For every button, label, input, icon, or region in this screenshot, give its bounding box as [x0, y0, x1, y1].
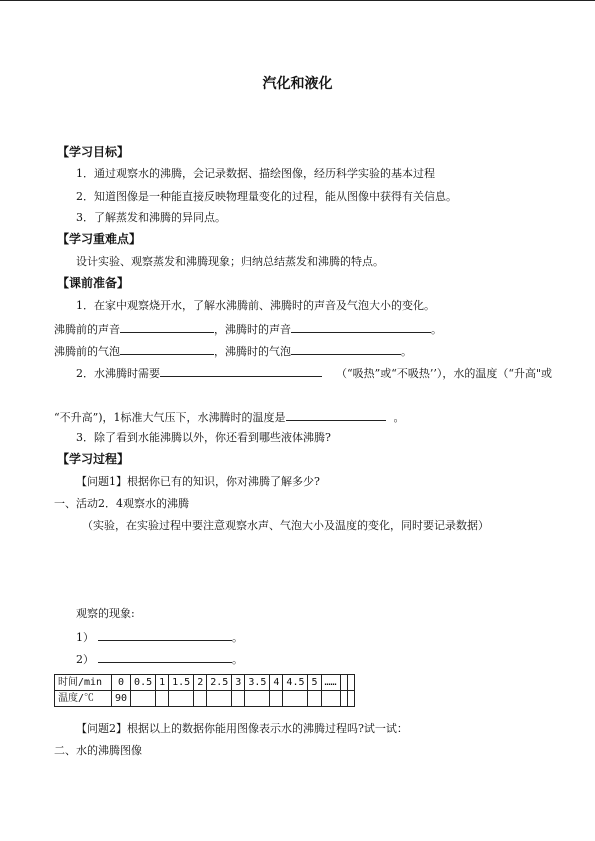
sound-before-label: 沸腾前的声音	[54, 323, 120, 336]
temperature-cell	[232, 691, 245, 707]
time-cell: 1.5	[169, 675, 194, 691]
time-cell	[347, 675, 354, 691]
obs2-period: 。	[232, 653, 243, 666]
goal-item-1: 1．通过观察水的沸腾，会记录数据、描绘图像，经历科学实验的基本过程	[76, 167, 435, 180]
key-points-text: 设计实验、观察蒸发和沸腾现象；归纳总结蒸发和沸腾的特点。	[76, 255, 384, 268]
sound-period: 。	[431, 323, 442, 336]
q2-start: 2．水沸腾时需要	[76, 367, 160, 380]
obs1-period: 。	[232, 631, 243, 644]
temperature-cell	[340, 691, 347, 707]
time-cell: 2	[194, 675, 207, 691]
q2-mid: （“吸热”或“不吸热’’），水的温度（“升高"或	[336, 367, 553, 380]
time-cell: ……	[321, 675, 340, 691]
temperature-cell	[194, 691, 207, 707]
time-row-label: 时间/min	[55, 675, 112, 691]
temperature-cell	[131, 691, 156, 707]
time-cell: 4.5	[283, 675, 308, 691]
goals-heading: 【学习目标】	[57, 145, 130, 159]
top-rule	[0, 0, 595, 1]
temperature-cell	[308, 691, 321, 707]
temperature-cell	[156, 691, 169, 707]
goal-item-3: 3．了解蒸发和沸腾的异同点。	[76, 211, 226, 224]
key-points-heading: 【学习重难点】	[57, 232, 142, 246]
time-cell	[340, 675, 347, 691]
bubble-during-label: ，沸腾时的气泡	[214, 345, 291, 358]
time-cell: 5	[308, 675, 321, 691]
bubble-before-blank	[120, 344, 214, 355]
prep-heading: 【课前准备】	[57, 276, 130, 290]
experiment-note: （实验，在实验过程中要注意观察水声、气泡大小及温度的变化，同时要记录数据）	[82, 519, 489, 532]
prep-question-2-line2	[54, 410, 405, 423]
prep-question-2	[76, 366, 552, 379]
prep-question-3: 3．除了看到水能沸腾以外，你还看到哪些液体沸腾?	[76, 431, 331, 444]
time-cell: 4	[270, 675, 283, 691]
bubble-before-label: 沸腾前的气泡	[54, 345, 120, 358]
temperature-cell	[207, 691, 232, 707]
observation-2	[76, 652, 243, 665]
sound-before-blank	[120, 322, 214, 333]
q2-blank	[160, 366, 322, 377]
time-cell: 3	[232, 675, 245, 691]
temperature-row-label: 温度/℃	[55, 691, 112, 707]
bubble-period: 。	[401, 345, 412, 358]
temperature-cell: 90	[112, 691, 131, 707]
obs1-blank	[98, 630, 232, 641]
temperature-cell	[270, 691, 283, 707]
prep-question-1: 1．在家中观察烧开水，了解水沸腾前、沸腾时的声音及气泡大小的变化。	[76, 299, 435, 312]
temperature-cell	[245, 691, 270, 707]
bubble-during-blank	[291, 344, 401, 355]
temperature-row	[55, 691, 355, 707]
obs2-blank	[98, 652, 232, 663]
obs1-label: 1）	[76, 631, 94, 644]
goal-item-2: 2．知道图像是一种能直接反映物理量变化的过程，能从图像中获得有关信息。	[76, 190, 457, 203]
observe-label: 观察的现象:	[76, 607, 135, 620]
q2-period: 。	[393, 411, 405, 424]
activity-title: 一、活动2．4观察水的沸腾	[54, 497, 189, 510]
q2-line2: “不升高”)，1标准大气压下，水沸腾时的温度是	[54, 411, 286, 424]
boiling-temp-blank	[286, 410, 386, 421]
bubble-line	[54, 344, 412, 357]
sound-during-blank	[291, 322, 431, 333]
temperature-cell	[321, 691, 340, 707]
page-title: 汽化和液化	[262, 76, 333, 92]
obs2-label: 2）	[76, 653, 94, 666]
time-cell: 0.5	[131, 675, 156, 691]
question-2: 【问题2】根据以上的数据你能用图像表示水的沸腾过程吗?试一试：	[76, 722, 408, 735]
process-heading: 【学习过程】	[57, 452, 130, 466]
data-table	[54, 674, 355, 707]
temperature-cell	[283, 691, 308, 707]
time-row	[55, 675, 355, 691]
question-1: 【问题1】根据你已有的知识，你对沸腾了解多少?	[76, 475, 320, 488]
section-2-title: 二、水的沸腾图像	[54, 744, 142, 757]
sound-during-label: ，沸腾时的声音	[214, 323, 291, 336]
temperature-cell	[169, 691, 194, 707]
time-cell: 2.5	[207, 675, 232, 691]
observation-1	[76, 630, 243, 643]
time-cell: 1	[156, 675, 169, 691]
time-cell: 3.5	[245, 675, 270, 691]
time-cell: 0	[112, 675, 131, 691]
sound-line	[54, 322, 442, 335]
temperature-cell	[347, 691, 354, 707]
